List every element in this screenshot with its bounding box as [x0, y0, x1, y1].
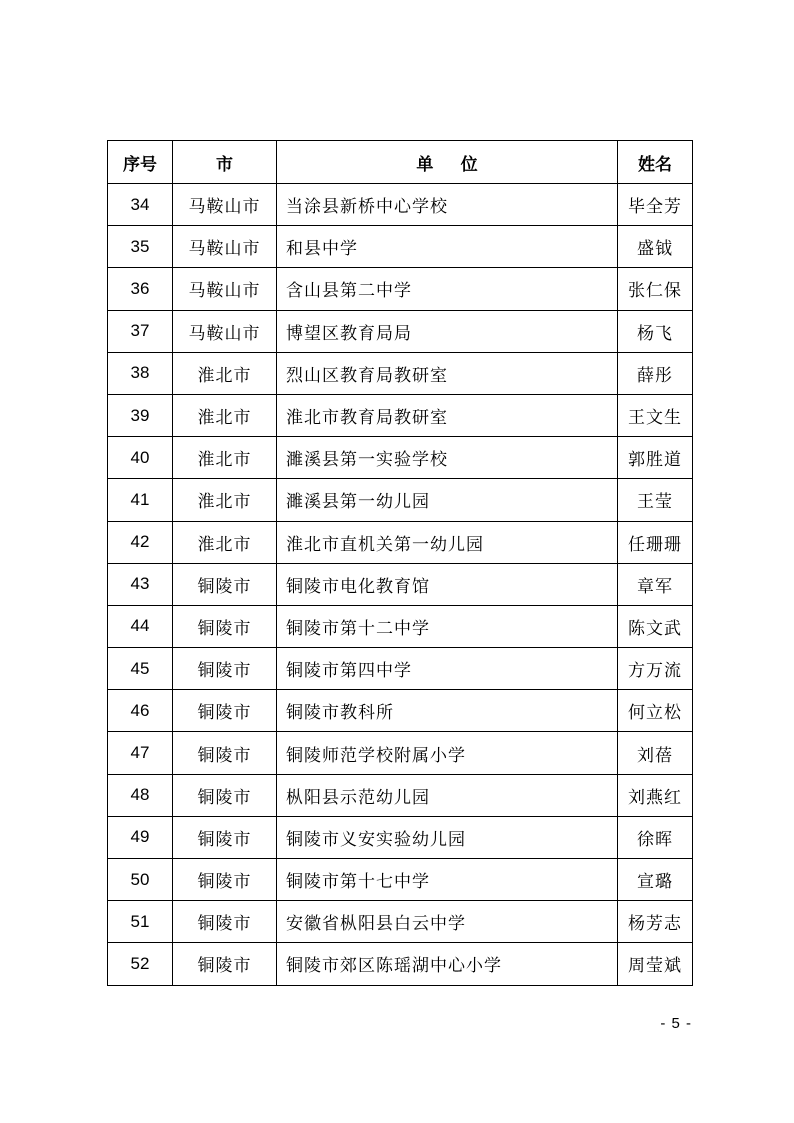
cell-no: 49 [108, 816, 173, 858]
cell-name: 王莹 [618, 479, 693, 521]
table-row [108, 226, 693, 268]
cell-city: 铜陵市 [173, 859, 277, 901]
header-city: 市 [173, 141, 277, 184]
cell-unit: 淮北市教育局教研室 [277, 394, 618, 436]
cell-no: 47 [108, 732, 173, 774]
table-row [108, 352, 693, 394]
page-number: - 5 - [660, 1015, 692, 1032]
table-row [108, 563, 693, 605]
cell-city: 铜陵市 [173, 901, 277, 943]
cell-unit: 铜陵师范学校附属小学 [277, 732, 618, 774]
cell-city: 铜陵市 [173, 690, 277, 732]
cell-name: 周莹斌 [618, 943, 693, 985]
table-row [108, 648, 693, 690]
cell-no: 36 [108, 268, 173, 310]
table-row [108, 479, 693, 521]
cell-unit: 博望区教育局局 [277, 310, 618, 352]
cell-city: 马鞍山市 [173, 268, 277, 310]
cell-city: 铜陵市 [173, 774, 277, 816]
cell-name: 薛彤 [618, 352, 693, 394]
cell-no: 43 [108, 563, 173, 605]
table-row [108, 184, 693, 226]
cell-name: 杨芳志 [618, 901, 693, 943]
cell-unit: 枞阳县示范幼儿园 [277, 774, 618, 816]
cell-name: 王文生 [618, 394, 693, 436]
cell-city: 淮北市 [173, 521, 277, 563]
cell-no: 37 [108, 310, 173, 352]
cell-city: 淮北市 [173, 394, 277, 436]
header-row [108, 141, 693, 184]
cell-name: 章军 [618, 563, 693, 605]
cell-no: 51 [108, 901, 173, 943]
cell-name: 张仁保 [618, 268, 693, 310]
cell-unit: 当涂县新桥中心学校 [277, 184, 618, 226]
cell-name: 郭胜道 [618, 437, 693, 479]
cell-city: 铜陵市 [173, 563, 277, 605]
cell-unit: 铜陵市第四中学 [277, 648, 618, 690]
cell-name: 何立松 [618, 690, 693, 732]
cell-unit: 淮北市直机关第一幼儿园 [277, 521, 618, 563]
table-row [108, 859, 693, 901]
header-name: 姓名 [618, 141, 693, 184]
cell-no: 42 [108, 521, 173, 563]
cell-name: 陈文武 [618, 605, 693, 647]
cell-unit: 和县中学 [277, 226, 618, 268]
table-header [108, 141, 693, 184]
cell-no: 52 [108, 943, 173, 985]
table-row [108, 901, 693, 943]
cell-unit: 铜陵市义安实验幼儿园 [277, 816, 618, 858]
cell-city: 马鞍山市 [173, 184, 277, 226]
cell-no: 41 [108, 479, 173, 521]
cell-no: 50 [108, 859, 173, 901]
cell-unit: 烈山区教育局教研室 [277, 352, 618, 394]
table-row [108, 394, 693, 436]
cell-city: 马鞍山市 [173, 226, 277, 268]
table-row [108, 521, 693, 563]
cell-city: 铜陵市 [173, 648, 277, 690]
cell-unit: 濉溪县第一实验学校 [277, 437, 618, 479]
cell-name: 毕全芳 [618, 184, 693, 226]
cell-city: 铜陵市 [173, 605, 277, 647]
cell-city: 铜陵市 [173, 732, 277, 774]
cell-city: 淮北市 [173, 437, 277, 479]
cell-no: 46 [108, 690, 173, 732]
table-row [108, 310, 693, 352]
table-row [108, 268, 693, 310]
cell-unit: 安徽省枞阳县白云中学 [277, 901, 618, 943]
cell-city: 淮北市 [173, 352, 277, 394]
table-row [108, 774, 693, 816]
table-row [108, 690, 693, 732]
header-unit: 单位 [277, 141, 618, 184]
cell-unit: 铜陵市电化教育馆 [277, 563, 618, 605]
personnel-table [107, 140, 693, 986]
cell-no: 40 [108, 437, 173, 479]
cell-no: 48 [108, 774, 173, 816]
cell-name: 刘蓓 [618, 732, 693, 774]
cell-no: 34 [108, 184, 173, 226]
cell-no: 44 [108, 605, 173, 647]
cell-unit: 含山县第二中学 [277, 268, 618, 310]
cell-unit: 铜陵市第十七中学 [277, 859, 618, 901]
cell-name: 杨飞 [618, 310, 693, 352]
table-row [108, 816, 693, 858]
cell-name: 方万流 [618, 648, 693, 690]
cell-name: 宣璐 [618, 859, 693, 901]
cell-name: 盛钺 [618, 226, 693, 268]
table-row [108, 732, 693, 774]
cell-name: 任珊珊 [618, 521, 693, 563]
cell-unit: 濉溪县第一幼儿园 [277, 479, 618, 521]
cell-city: 马鞍山市 [173, 310, 277, 352]
cell-no: 39 [108, 394, 173, 436]
cell-name: 刘燕红 [618, 774, 693, 816]
table-row [108, 943, 693, 985]
cell-name: 徐晖 [618, 816, 693, 858]
cell-city: 铜陵市 [173, 816, 277, 858]
cell-city: 淮北市 [173, 479, 277, 521]
table-row [108, 605, 693, 647]
table-body [108, 184, 693, 986]
header-no: 序号 [108, 141, 173, 184]
cell-no: 45 [108, 648, 173, 690]
cell-city: 铜陵市 [173, 943, 277, 985]
cell-unit: 铜陵市教科所 [277, 690, 618, 732]
cell-unit: 铜陵市郊区陈瑶湖中心小学 [277, 943, 618, 985]
cell-no: 38 [108, 352, 173, 394]
table-row [108, 437, 693, 479]
cell-unit: 铜陵市第十二中学 [277, 605, 618, 647]
cell-no: 35 [108, 226, 173, 268]
